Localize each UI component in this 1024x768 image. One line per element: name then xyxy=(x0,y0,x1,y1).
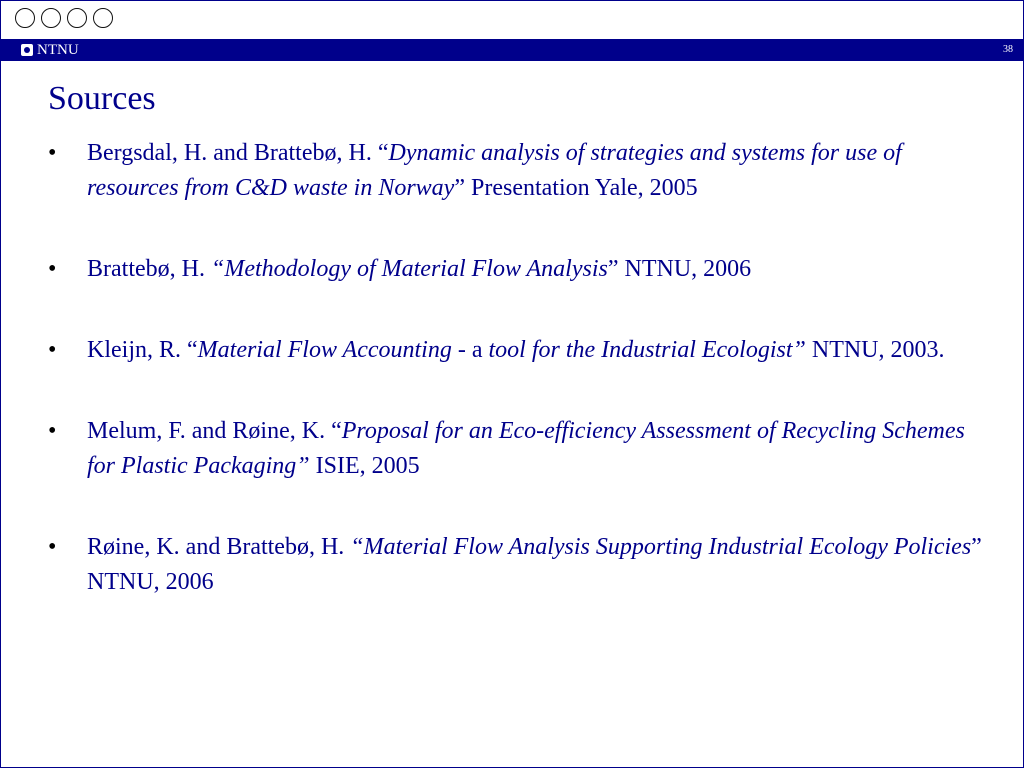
ntnu-logo-icon xyxy=(21,44,33,56)
source-text: ” NTNU, 2006 xyxy=(607,256,752,282)
slide-title: Sources xyxy=(48,80,156,117)
source-item xyxy=(48,136,998,206)
source-text: Brattebø, H. xyxy=(87,256,211,282)
source-text: ISIE, 2005 xyxy=(309,453,420,479)
source-title: Proposal for an Eco-efficiency Assessment of Recycling Schemes for Plastic Packaging” xyxy=(87,418,965,479)
circle-icon xyxy=(41,8,61,28)
source-text: Bergsdal, H. and Brattebø, H. “ xyxy=(87,140,389,166)
source-title: Material Flow Accounting xyxy=(197,337,452,363)
source-title: “Material Flow Analysis Supporting Industrial Ecology Policies xyxy=(350,534,972,560)
circle-icon xyxy=(67,8,87,28)
source-item xyxy=(48,414,998,484)
source-text: ” NTNU, 2006 xyxy=(87,534,982,595)
source-title: Dynamic analysis of strategies and systems for use of resources from C&D waste in Norway xyxy=(87,140,902,201)
circle-icon xyxy=(15,8,35,28)
source-text: ” Presentation Yale, 2005 xyxy=(454,175,698,201)
page-number: 38 xyxy=(1003,44,1013,55)
source-title: “Methodology of Material Flow Analysis xyxy=(210,256,608,282)
source-item xyxy=(48,530,998,600)
source-title: tool for the Industrial Ecologist” xyxy=(488,337,806,363)
source-text: - a xyxy=(451,337,489,363)
source-list xyxy=(48,136,998,646)
logo-circles xyxy=(15,8,113,28)
source-item xyxy=(48,333,998,368)
header-bar xyxy=(1,39,1023,61)
source-item xyxy=(48,252,998,287)
source-text: Melum, F. and Røine, K. “ xyxy=(87,418,342,444)
circle-icon xyxy=(93,8,113,28)
source-text: Kleijn, R. “ xyxy=(87,337,198,363)
brand-logo xyxy=(21,41,79,59)
source-text: Røine, K. and Brattebø, H. xyxy=(87,534,351,560)
brand-name: NTNU xyxy=(37,42,79,58)
source-text: NTNU, 2003. xyxy=(805,337,945,363)
